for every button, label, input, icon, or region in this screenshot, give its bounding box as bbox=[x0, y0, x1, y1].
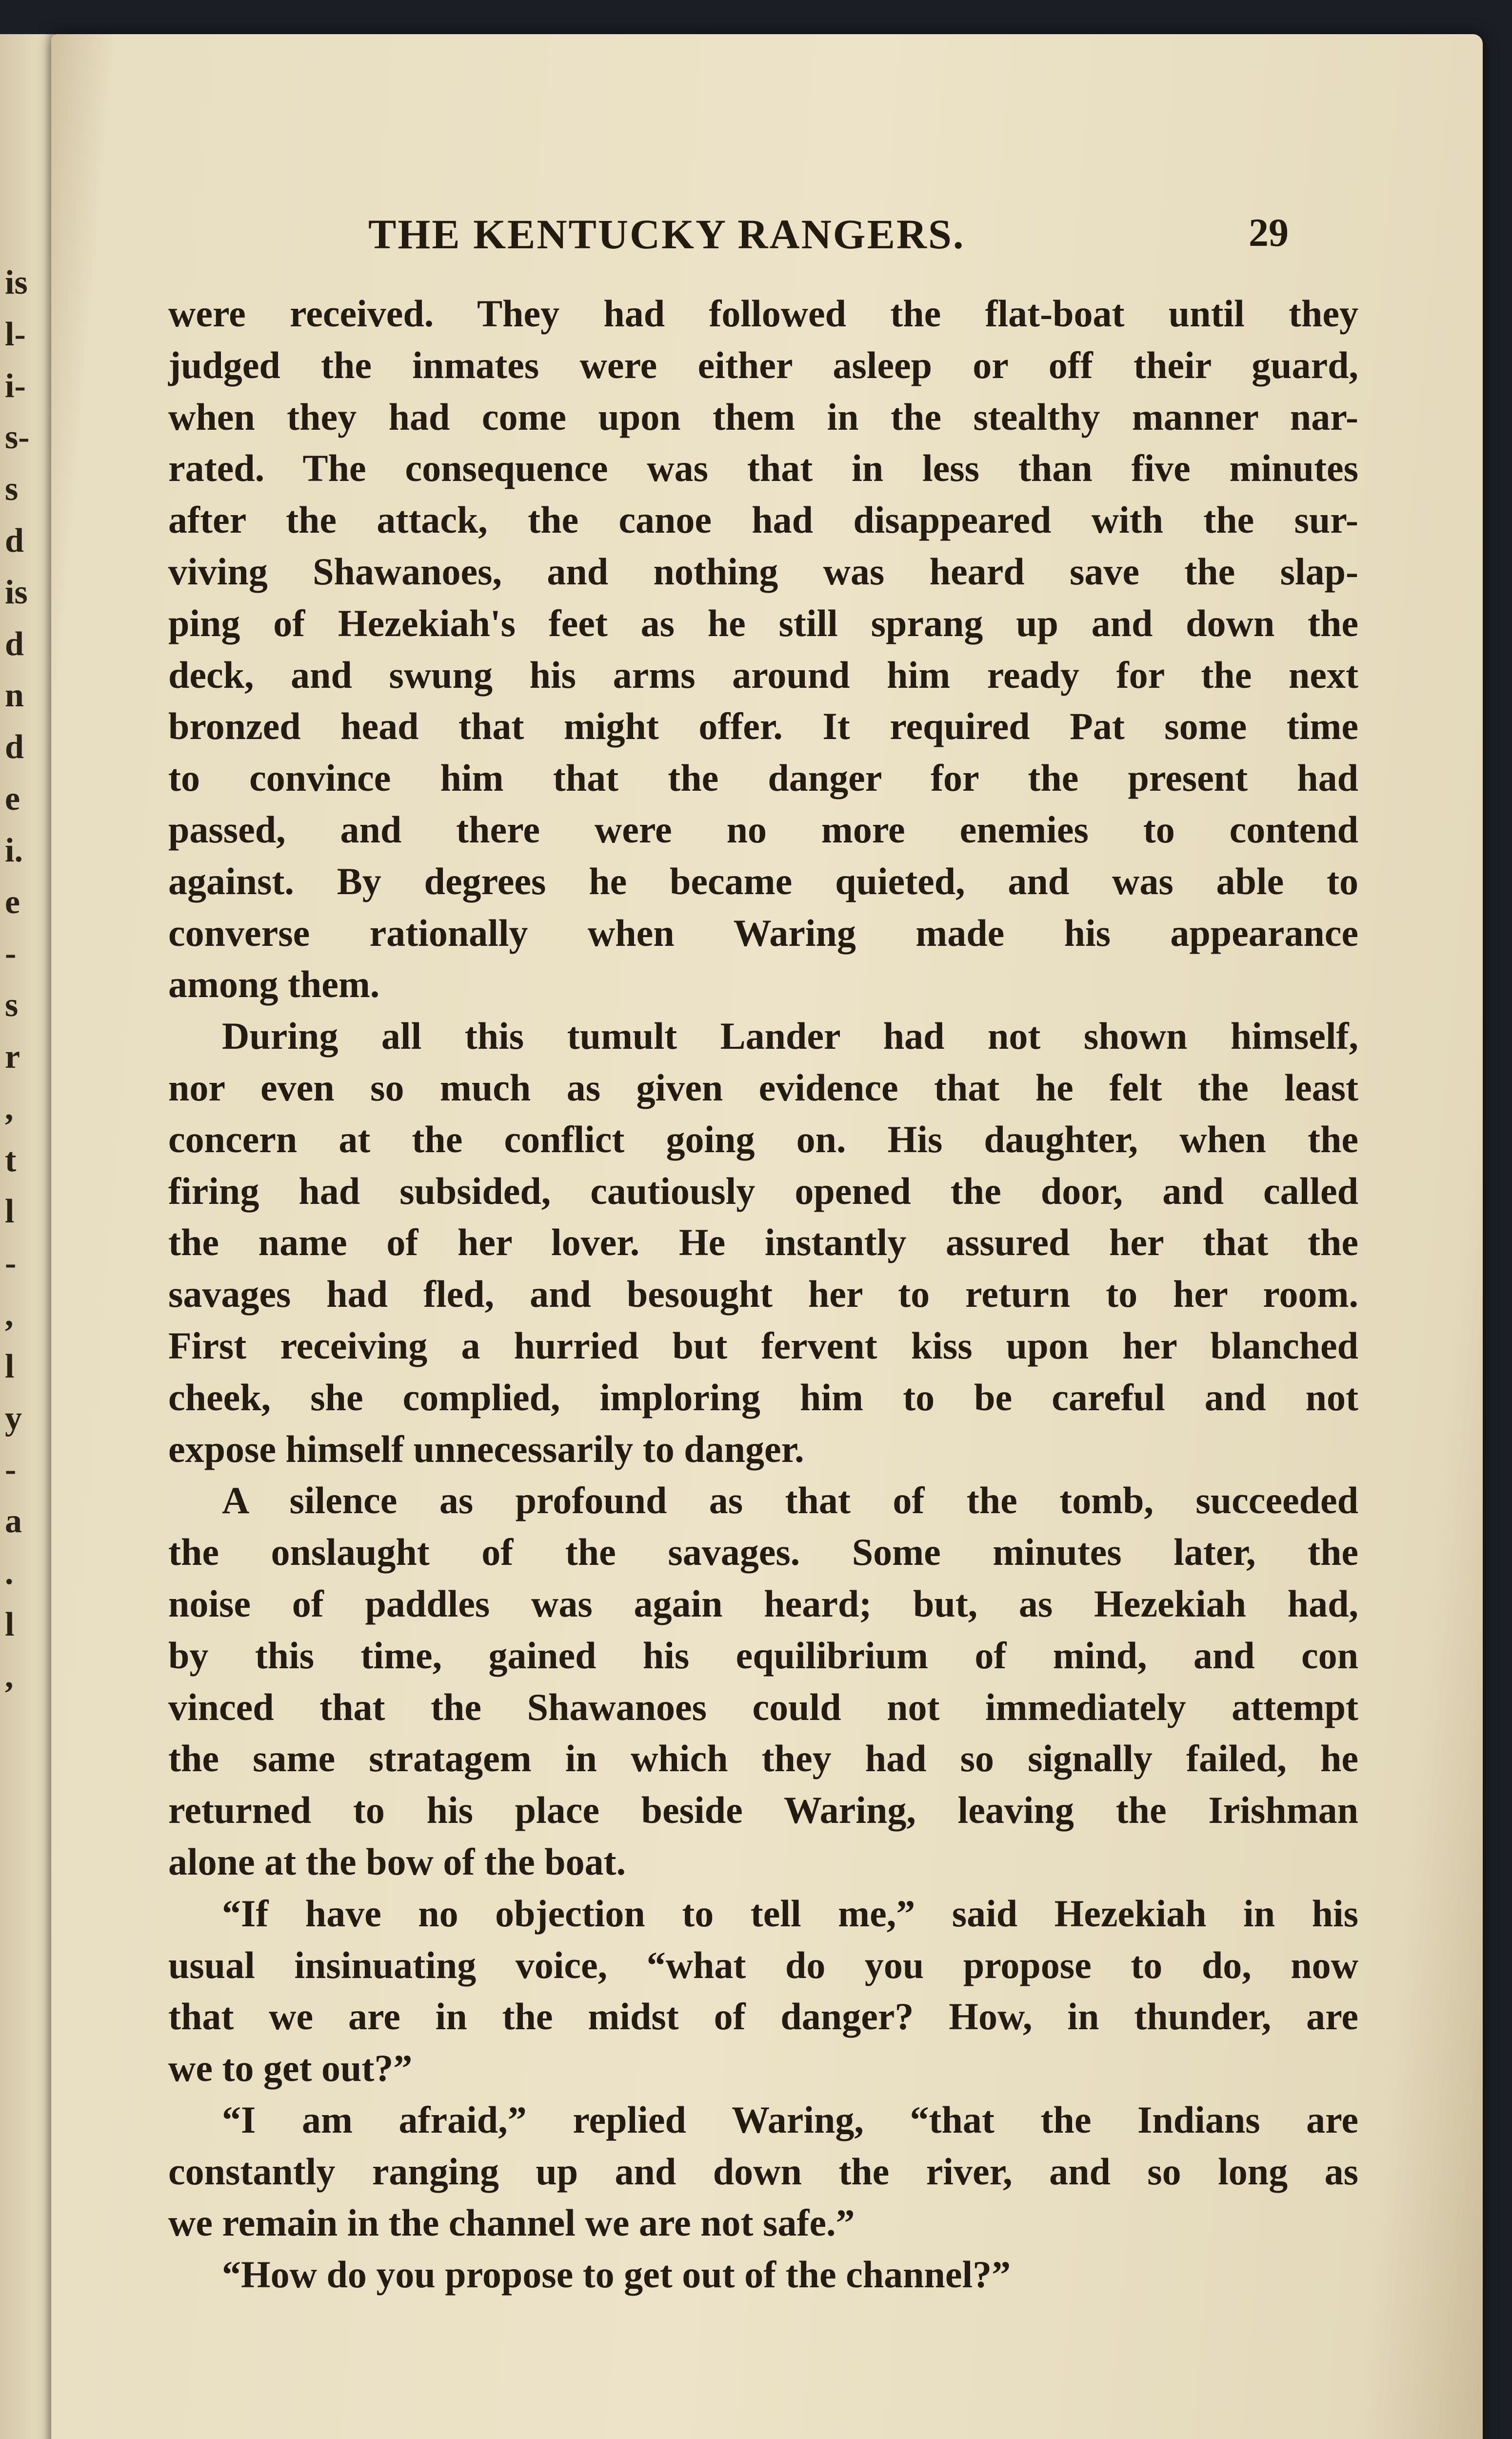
text-line: the onslaught of the savages. Some minutes later, the bbox=[168, 1531, 1358, 1574]
text-line: concern at the conflict going on. His daughter, when the bbox=[168, 1118, 1358, 1160]
previous-page-fragment: . bbox=[5, 1554, 14, 1592]
text-line: by this time, gained his equilibrium of mind, and con bbox=[168, 1634, 1358, 1677]
text-line: deck, and swung his arms around him ready for the next bbox=[168, 653, 1358, 696]
text-line: cheek, she complied, imploring him to be careful and not bbox=[168, 1376, 1358, 1419]
text-line: passed, and there were no more enemies to contend bbox=[168, 808, 1358, 851]
text-line: First receiving a hurried but fervent kiss upon her blanched bbox=[168, 1324, 1358, 1367]
text-line: “I am afraid,” replied Waring, “that the Indians are bbox=[222, 2098, 1358, 2141]
previous-page-fragment: s- bbox=[5, 419, 30, 457]
text-line: among them. bbox=[168, 963, 380, 1006]
text-line: alone at the bow of the boat. bbox=[168, 1840, 626, 1883]
text-line: we remain in the channel we are not safe.” bbox=[168, 2201, 855, 2244]
previous-page-fragment: e bbox=[5, 883, 20, 921]
previous-page-fragment: is bbox=[5, 573, 28, 611]
text-line: rated. The consequence was that in less than five minutes bbox=[168, 447, 1358, 490]
previous-page-fragment: t bbox=[5, 1141, 17, 1179]
text-line: vinced that the Shawanoes could not immediately attempt bbox=[168, 1685, 1358, 1728]
text-line: usual insinuating voice, “what do you propose to do, now bbox=[168, 1943, 1358, 1986]
text-line: constantly ranging up and down the river, and so long as bbox=[168, 2150, 1358, 2193]
text-line: expose himself unnecessarily to danger. bbox=[168, 1427, 804, 1470]
previous-page-fragment: a bbox=[5, 1502, 22, 1540]
body-text bbox=[168, 288, 1358, 2300]
top-background bbox=[0, 0, 1512, 34]
text-line: judged the inmates were either asleep or off their guard, bbox=[168, 343, 1358, 386]
previous-page-fragment: d bbox=[5, 728, 24, 766]
text-line: after the attack, the canoe had disappeared with the sur- bbox=[168, 499, 1358, 541]
text-line: firing had subsided, cautiously opened the door, and called bbox=[168, 1169, 1358, 1212]
previous-page-fragment: l bbox=[5, 1605, 15, 1643]
running-title: THE KENTUCKY RANGERS. bbox=[368, 211, 965, 258]
book-page bbox=[51, 34, 1483, 2439]
previous-page-fragment: i. bbox=[5, 831, 23, 869]
previous-page-fragment: l- bbox=[5, 315, 26, 353]
text-line: when they had come upon them in the stealthy manner nar- bbox=[168, 395, 1358, 438]
previous-page-fragment: is bbox=[5, 264, 28, 301]
previous-page-fragment: , bbox=[5, 1657, 14, 1695]
previous-page-fragment: d bbox=[5, 625, 24, 663]
text-line: “How do you propose to get out of the channel?” bbox=[222, 2253, 1011, 2296]
previous-page-fragment: - bbox=[5, 1451, 17, 1489]
previous-page-fragment: - bbox=[5, 935, 17, 973]
previous-page-fragment: e bbox=[5, 780, 20, 818]
previous-page-fragment: s bbox=[5, 986, 19, 1024]
previous-page-fragment: - bbox=[5, 1244, 17, 1282]
previous-page-fragment: s bbox=[5, 470, 19, 508]
previous-page-fragment: l bbox=[5, 1347, 15, 1385]
page-number: 29 bbox=[1249, 210, 1289, 255]
previous-page-fragment: i- bbox=[5, 367, 26, 405]
text-line: noise of paddles was again heard; but, as Hezekiah had, bbox=[168, 1582, 1358, 1625]
text-line: During all this tumult Lander had not shown himself, bbox=[222, 1015, 1358, 1058]
text-line: bronzed head that might offer. It required Pat some time bbox=[168, 705, 1358, 748]
previous-page-fragment: l bbox=[5, 1193, 15, 1231]
text-line: converse rationally when Waring made his appearance bbox=[168, 911, 1358, 954]
text-line: the name of her lover. He instantly assured her that the bbox=[168, 1221, 1358, 1264]
previous-page-fragment: , bbox=[5, 1089, 14, 1127]
previous-page-fragment: y bbox=[5, 1399, 22, 1437]
text-line: “If have no objection to tell me,” said Hezekiah in his bbox=[222, 1892, 1358, 1935]
text-line: that we are in the midst of danger? How, in thunder, are bbox=[168, 1995, 1358, 2038]
text-line: the same stratagem in which they had so signally failed, he bbox=[168, 1737, 1358, 1780]
previous-page-fragment: , bbox=[5, 1296, 14, 1334]
text-line: returned to his place beside Waring, leaving the Irishman bbox=[168, 1789, 1358, 1832]
text-line: to convince him that the danger for the present had bbox=[168, 757, 1358, 800]
text-line: against. By degrees he became quieted, and was able to bbox=[168, 860, 1358, 902]
previous-page-fragment: d bbox=[5, 522, 24, 560]
previous-page-fragment: n bbox=[5, 677, 24, 715]
text-line: ping of Hezekiah's feet as he still sprang up and down the bbox=[168, 601, 1358, 644]
running-head bbox=[51, 210, 1483, 263]
text-line: savages had fled, and besought her to return to her room. bbox=[168, 1273, 1358, 1316]
previous-page-fragment: r bbox=[5, 1038, 20, 1076]
text-line: we to get out?” bbox=[168, 2047, 413, 2090]
text-line: viving Shawanoes, and nothing was heard save the slap- bbox=[168, 550, 1358, 593]
text-line: were received. They had followed the flat-boat until they bbox=[168, 292, 1358, 335]
text-line: A silence as profound as that of the tomb, succeeded bbox=[222, 1479, 1358, 1522]
text-line: nor even so much as given evidence that he felt the least bbox=[168, 1066, 1358, 1109]
